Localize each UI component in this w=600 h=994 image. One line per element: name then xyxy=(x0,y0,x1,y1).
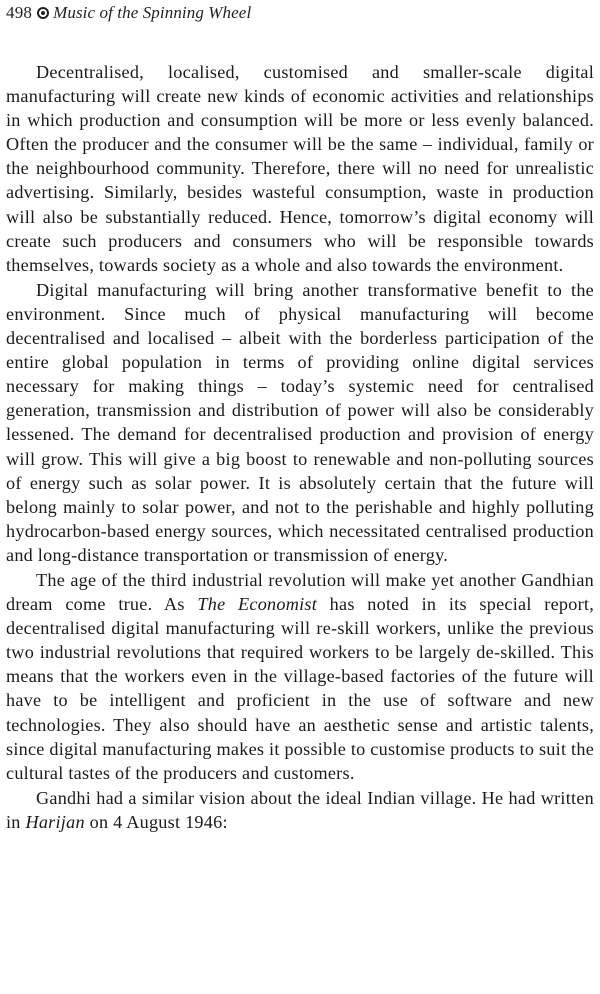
running-title: Music of the Spinning Wheel xyxy=(53,3,252,22)
circle-ornament-icon xyxy=(37,7,49,19)
paragraph-4 xyxy=(6,786,594,834)
publication-title: The Economist xyxy=(197,594,318,615)
paragraph-text: Digital manufacturing will bring another transformative benefit to the environment. Since much of physical manufacturing will become decentralised and localised – albeit with the borderless participation of the entire global population in terms of providing online digital services necessary for making things – today’s systemic need for centralised generation, transmission and distribution of power will also be considerably lessened. The demand for decentralised production and provision of energy will grow. This will give a big boost to renewable and non-polluting sources of energy such as solar power. It is absolutely certain that the future will belong mainly to solar power, and not to the perishable and highly polluting hydrocarbon-based energy sources, which necessitated centralised production and long-distance transportation or transmission of energy. xyxy=(6,279,594,565)
paragraph-2 xyxy=(6,278,594,567)
paragraph-3 xyxy=(6,568,594,785)
paragraph-text: Decentralised, localised, customised and smaller-scale digital manufacturing will create new kinds of economic activities and relationships in which production and consumption will be more or less evenly balanced. Often the producer and the consumer will be the same – individual, family or the neighbourhood community. Therefore, there will no need for unrealistic advertising. Similarly, besides wasteful consumption, waste in production will also be substantially reduced. Hence, tomorrow’s digital economy will create such producers and consumers who will be responsible towards themselves, towards society as a whole and also towards the environment. xyxy=(6,62,594,275)
paragraph-text: on 4 August 1946: xyxy=(84,811,228,832)
running-head xyxy=(6,3,251,23)
paragraph-text: The age of the third industrial revolution will make yet another Gandhian dream come true. As xyxy=(6,569,594,615)
page-number: 498 xyxy=(6,3,33,22)
paragraph-text: has noted in its special report, decentralised digital manufacturing will re-skill workers, unlike the previous two industrial revolutions that required workers to be largely de-skilled. This means that the workers even in the village-based factories of the future will have to be intelligent and proficient in the use of software and new technologies. They also should have an aesthetic sense and artistic talents, since digital manufacturing makes it possible to customise products to suit the cultural tastes of the producers and customers. xyxy=(6,594,595,783)
publication-title: Harijan xyxy=(25,811,85,832)
paragraph-text: Gandhi had a similar vision about the ideal Indian village. He had written in xyxy=(6,787,594,832)
paragraph-1 xyxy=(6,60,594,277)
body-text xyxy=(6,60,594,834)
